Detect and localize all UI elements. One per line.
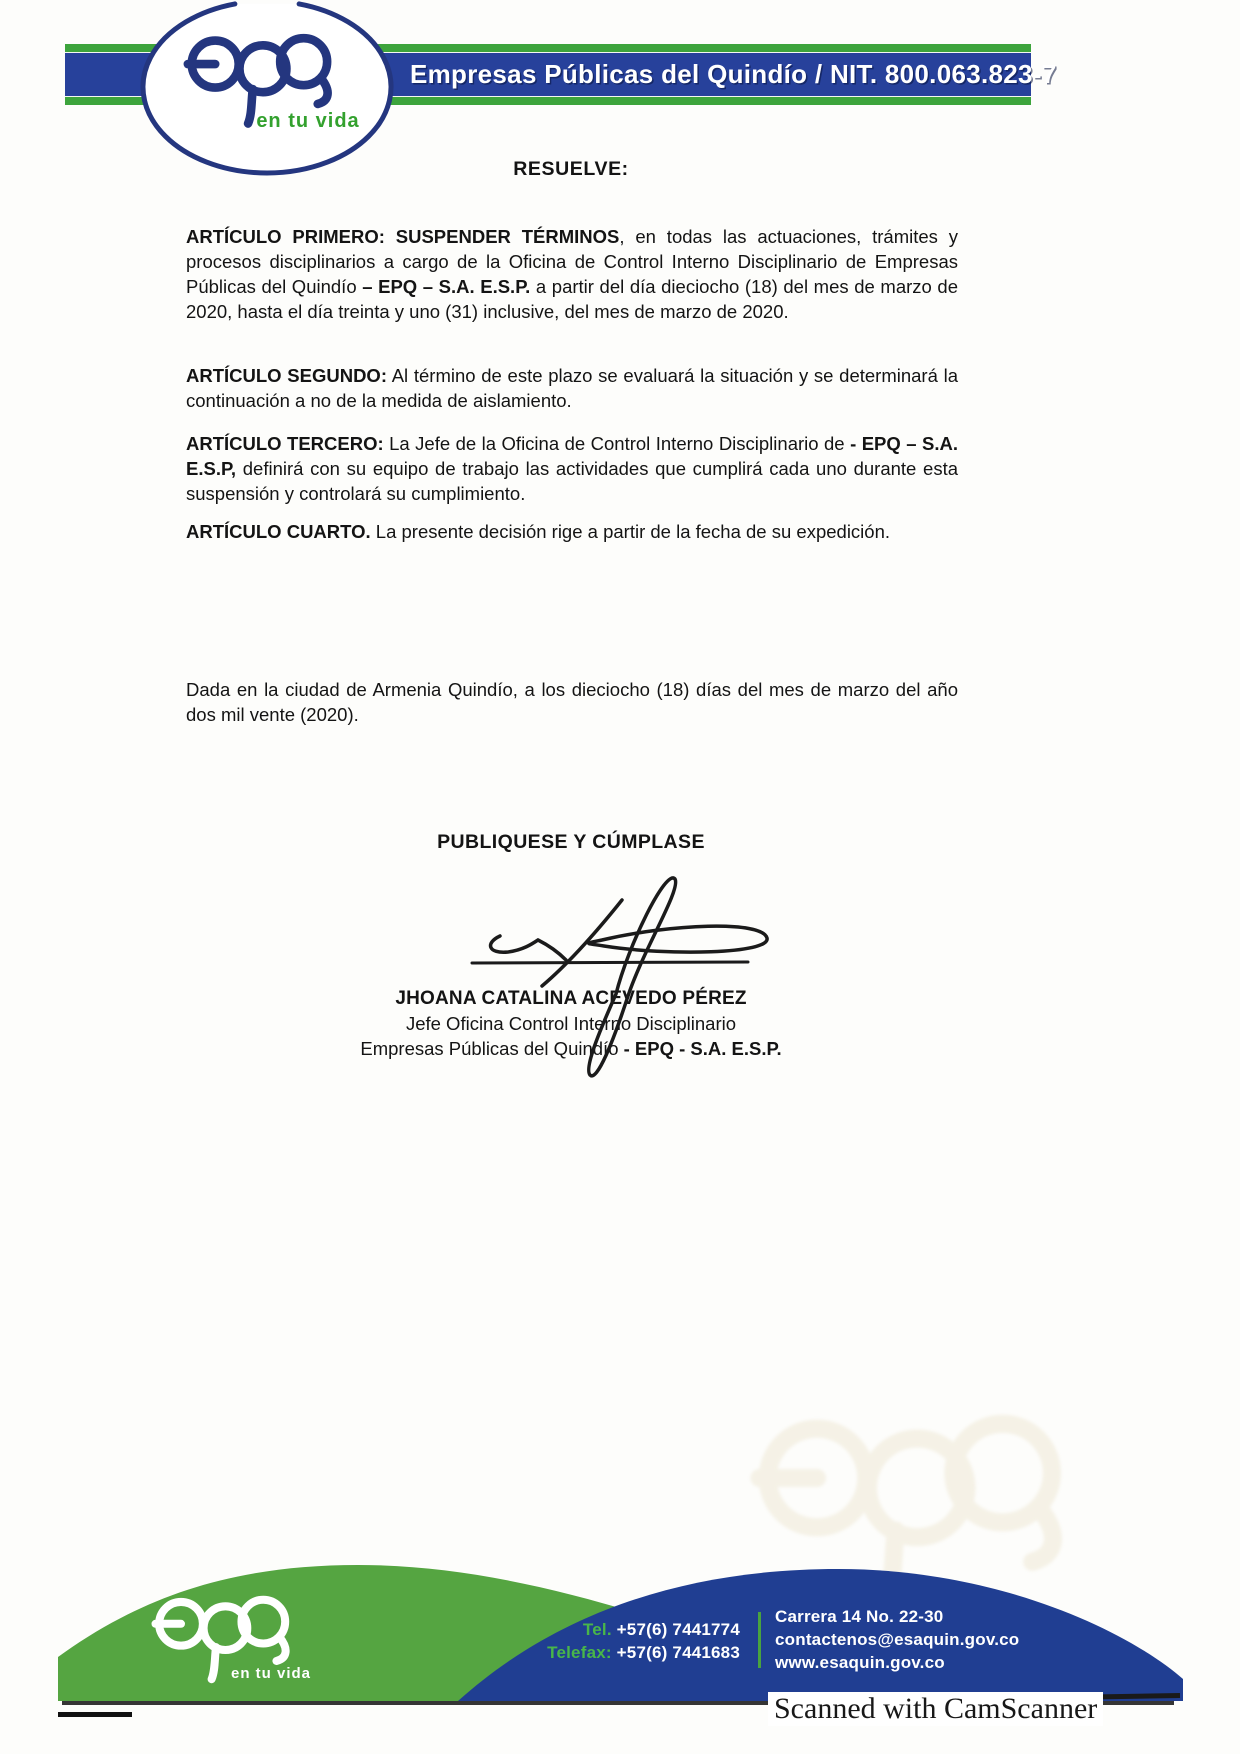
signature-block <box>186 986 956 1061</box>
article-cuarto-label: ARTÍCULO CUARTO. <box>186 521 371 542</box>
article-tercero-label: ARTÍCULO TERCERO: <box>186 433 384 454</box>
article-segundo-text-1: Al término de este plazo se evaluará la situación y se determinará la continuación a no de la medida de aislamiento. <box>186 365 958 411</box>
article-primero <box>186 224 958 324</box>
footer-telefax-line <box>480 1641 740 1664</box>
publish-order-line: PUBLIQUESE Y CÚMPLASE <box>437 831 705 853</box>
signatory-organization <box>186 1036 956 1061</box>
signatory-org-text: Empresas Públicas del Quindío <box>360 1038 624 1059</box>
camscanner-watermark: Scanned with CamScanner <box>768 1692 1103 1726</box>
article-cuarto <box>186 519 958 544</box>
tel-number: +57(6) 7441774 <box>611 1620 740 1639</box>
telefax-label: Telefax: <box>547 1643 612 1662</box>
resolution-heading: RESUELVE: <box>513 158 629 180</box>
footer-logo-tagline: en tu vida <box>230 1665 311 1682</box>
article-primero-bold-1: – EPQ – S.A. E.S.P. <box>362 276 531 297</box>
scan-edge-stub <box>58 1712 132 1717</box>
article-segundo <box>186 363 958 413</box>
article-primero-text-2: a partir del día dieciocho (18) del mes de marzo de 2020, hasta el día treinta y uno (31) inclusive, del mes de marzo de 2020. <box>186 276 958 322</box>
article-segundo-label: ARTÍCULO SEGUNDO: <box>186 365 387 386</box>
closing-date-paragraph: Dada en la ciudad de Armenia Quindío, a los dieciocho (18) días del mes de marzo del año dos mil vente (2020). <box>186 679 958 725</box>
footer-website: www.esaquin.gov.co <box>775 1653 945 1672</box>
article-tercero-bold-1: - EPQ – S.A. E.S.P, <box>186 433 958 479</box>
signatory-org-bold: - EPQ - S.A. E.S.P. <box>623 1038 782 1059</box>
footer-address-block <box>775 1605 1105 1674</box>
signatory-name: JHOANA CATALINA ACEVEDO PÉREZ <box>395 988 747 1009</box>
tel-label: Tel. <box>582 1620 612 1639</box>
logo-tagline: en tu vida <box>256 110 360 132</box>
footer-phone-block <box>480 1618 740 1664</box>
epq-header-logo <box>138 0 396 180</box>
footer-divider <box>758 1612 761 1668</box>
article-primero-text-1: , en todas las actuaciones, trámites y procesos disciplinarios a cargo de la Oficina de Control Interno Disciplinario de Empresas Públicas del Quindío <box>186 226 958 297</box>
footer-tel-line <box>480 1618 740 1641</box>
footer-email: contactenos@esaquin.gov.co <box>775 1630 1020 1649</box>
article-cuarto-text-1: La presente decisión rige a partir de la fecha de su expedición. <box>370 521 891 542</box>
article-tercero <box>186 431 958 506</box>
telefax-number: +57(6) 7441683 <box>611 1643 740 1662</box>
footer-street-address: Carrera 14 No. 22-30 <box>775 1607 944 1626</box>
company-banner-title: Empresas Públicas del Quindío / NIT. 800.063.823-7 <box>410 59 1057 89</box>
article-tercero-text-2: definirá con su equipo de trabajo las actividades que cumplirá cada uno durante esta suspensión y controlará su cumplimiento. <box>186 458 958 504</box>
signatory-title: Jefe Oficina Control Interno Disciplinario <box>405 1013 737 1034</box>
article-primero-label: ARTÍCULO PRIMERO: SUSPENDER TÉRMINOS <box>186 226 620 247</box>
article-tercero-text-1: La Jefe de la Oficina de Control Interno Disciplinario de <box>383 433 851 454</box>
